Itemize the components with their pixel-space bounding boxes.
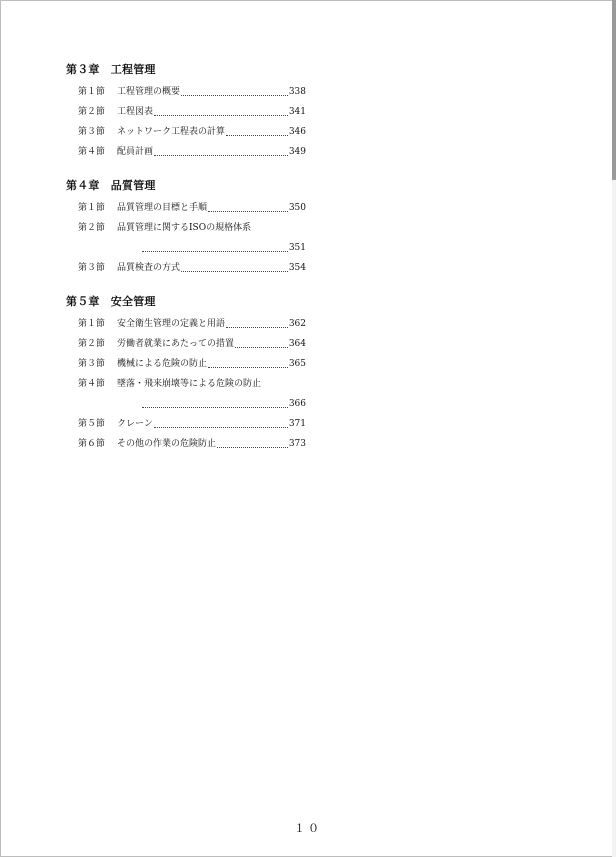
section-number: 第６節 xyxy=(78,439,106,449)
page-number: 354 xyxy=(288,263,306,273)
dot-leader xyxy=(217,439,288,448)
dot-leader xyxy=(181,263,288,272)
dot-leader xyxy=(142,399,288,408)
page-number: 371 xyxy=(288,419,306,429)
section-title: ネットワーク工程表の計算 xyxy=(117,127,226,137)
page-number: 350 xyxy=(288,203,306,213)
toc-entry[interactable] xyxy=(66,106,306,118)
chapter-3 xyxy=(66,62,306,158)
chapter-5 xyxy=(66,294,306,450)
section-number: 第１節 xyxy=(78,203,106,213)
toc-entry[interactable] xyxy=(66,262,306,274)
section-number: 第３節 xyxy=(78,359,106,369)
section-number: 第２節 xyxy=(78,223,106,233)
section-title: 工程図表 xyxy=(117,107,154,117)
toc-entry[interactable] xyxy=(66,378,306,410)
page-number: 351 xyxy=(288,243,306,253)
chapter-title: 第５章 安全管理 xyxy=(66,295,156,308)
scrollbar[interactable] xyxy=(612,0,616,857)
section-title: クレーン xyxy=(117,419,153,429)
toc-entry[interactable] xyxy=(66,146,306,158)
section-title: 品質管理の目標と手順 xyxy=(117,203,208,213)
section-number: 第１節 xyxy=(78,87,106,97)
page-number: 341 xyxy=(288,107,306,117)
dot-leader xyxy=(208,203,288,212)
toc-entry[interactable] xyxy=(66,438,306,450)
toc-entry[interactable] xyxy=(66,318,306,330)
toc-entry[interactable] xyxy=(66,358,306,370)
section-number: 第３節 xyxy=(78,263,106,273)
section-number: 第３節 xyxy=(78,127,106,137)
section-title: 墜落・飛来崩壊等による危険の防止 xyxy=(117,379,262,389)
table-of-contents xyxy=(66,62,306,458)
toc-entry[interactable] xyxy=(66,338,306,350)
section-title: 配員計画 xyxy=(117,147,154,157)
dot-leader xyxy=(208,359,288,368)
chapter-title: 第４章 品質管理 xyxy=(66,179,156,192)
section-number: 第２節 xyxy=(78,339,106,349)
chapter-4 xyxy=(66,178,306,274)
toc-entry[interactable] xyxy=(66,202,306,214)
toc-entry[interactable] xyxy=(66,86,306,98)
page-number: 362 xyxy=(288,319,306,329)
toc-entry[interactable] xyxy=(66,222,306,254)
toc-entry[interactable] xyxy=(66,126,306,138)
section-title: 安全衛生管理の定義と用語 xyxy=(117,319,226,329)
page-footer-number: １０ xyxy=(294,822,322,835)
section-title: その他の作業の危険防止 xyxy=(117,439,217,449)
page-number: 349 xyxy=(288,147,306,157)
toc-entry[interactable] xyxy=(66,418,306,430)
dot-leader xyxy=(154,419,288,428)
section-number: 第１節 xyxy=(78,319,106,329)
page-number: 373 xyxy=(288,439,306,449)
section-number: 第４節 xyxy=(78,147,106,157)
section-number: 第５節 xyxy=(78,419,106,429)
section-title: 品質管理に関するISOの規格体系 xyxy=(117,223,252,233)
dot-leader xyxy=(142,243,288,252)
dot-leader xyxy=(181,87,288,96)
section-title: 品質検査の方式 xyxy=(117,263,181,273)
page-number: 366 xyxy=(288,399,306,409)
dot-leader xyxy=(154,147,288,156)
chapter-title: 第３章 工程管理 xyxy=(66,63,156,76)
section-title: 工程管理の概要 xyxy=(117,87,181,97)
dot-leader xyxy=(226,319,288,328)
scrollbar-thumb[interactable] xyxy=(612,0,616,180)
page-number: 364 xyxy=(288,339,306,349)
page-number: 338 xyxy=(288,87,306,97)
section-number: 第２節 xyxy=(78,107,106,117)
section-title: 労働者就業にあたっての措置 xyxy=(117,339,235,349)
dot-leader xyxy=(235,339,288,348)
dot-leader xyxy=(154,107,288,116)
page-number: 365 xyxy=(288,359,306,369)
page-number: 346 xyxy=(288,127,306,137)
section-number: 第４節 xyxy=(78,379,106,389)
dot-leader xyxy=(226,127,288,136)
section-title: 機械による危険の防止 xyxy=(117,359,208,369)
